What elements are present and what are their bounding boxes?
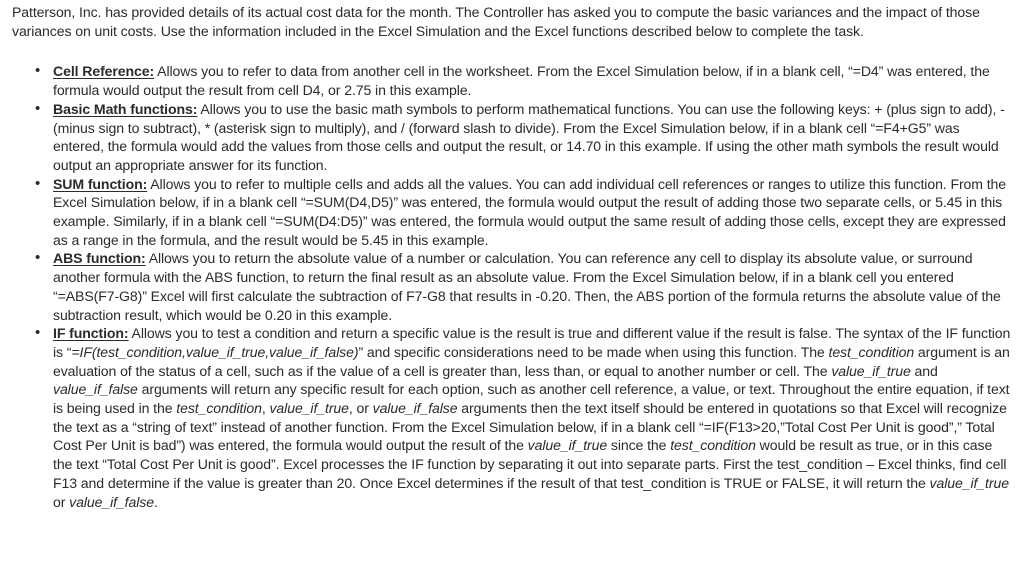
if-arg-value-if-true: value_if_true <box>929 474 1009 491</box>
intro-paragraph: Patterson, Inc. has provided details of its actual cost data for the month. The Controller has asked you to compute the basic variances and the impact of those variances on unit costs. Use the information included in the Excel Simulation and the Excel functions described below to complete the task. <box>12 4 980 39</box>
description-abs-function: Allows you to return the absolute value of a number or calculation. You can reference any cell to display its absolute value, or surround another formula with the ABS function, to return the final result as an absolute value. From the Excel Simulation below, if in a blank cell you entered “=ABS(F7-G8)” Excel will first calculate the subtraction of F7-G8 that results in -0.20. Then, the ABS portion of the formula returns the absolute value of the subtraction result, which would be 0.20 in this example. <box>53 250 1001 323</box>
if-text: and <box>910 362 938 379</box>
if-text: arguments then the text itself should be entered in quotations so that Excel will recognize the text as a “string of text” instead of another function. From the Excel Simulation below, if in a blank cell “=IF(F13>20,”Total Cost Per Unit is good”,” Total Cost Per Unit is bad”) was entered, the formula would output the result of the <box>53 400 1007 454</box>
if-text: argument is an evaluation of the status of a cell, such as if the value of a cell is greater than, less than, or equal to another number or cell. The <box>53 343 1010 379</box>
if-arg-test-condition: test_condition <box>670 437 756 454</box>
description-cell-reference: Allows you to refer to data from another cell in the worksheet. From the Excel Simulation below, if in a blank cell, “=D4” was entered, the formula would output the result from cell D4, or 2.75 in this example. <box>53 63 990 99</box>
if-arg-value-if-false: value_if_false <box>372 400 458 417</box>
if-arg-value-if-false: value_if_false <box>69 493 154 510</box>
if-arg-test-condition: test_condition <box>828 343 915 360</box>
if-text: would be result as true, or in this case the text “Total Cost Per Unit is good”. Excel processes the IF function by separating it out into separate parts. First the test_condition – Excel thinks, find cell F13 and determine if the value is greater than 20. Once Excel determines if the result of that test_condition is TRUE or FALSE, it will return the <box>53 437 1007 491</box>
if-text: , or <box>348 400 373 417</box>
if-arg-value-if-true: value_if_true <box>269 400 349 417</box>
if-text: arguments will return any specific result for each option, such as another cell reference, a value, or text. Throughout the entire equation, if text is being used in the <box>53 381 1010 417</box>
term-abs-function: ABS function: <box>53 250 146 267</box>
if-arg-value-if-true: value_if_true <box>527 437 608 454</box>
if-arg-value-if-true: value_if_true <box>831 362 911 379</box>
bullet-icon: • <box>35 99 41 117</box>
list-item-sum-function <box>35 174 1012 250</box>
description-sum-function: Allows you to refer to multiple cells and adds all the values. You can add individual cell references or ranges to utilize this function. From the Excel Simulation below, if in a blank cell “=SUM(D4,D5)” was entered, the formula would output the result of adding those two separate cells, or 5.45 in this example. Similarly, if in a blank cell “=SUM(D4:D5)” was entered, the formula would output the same result of adding those cells, except they are expressed as a range in the formula, and the result would be 5.45 in this example. <box>53 175 1007 248</box>
term-basic-math: Basic Math functions: <box>53 100 198 117</box>
term-sum-function: SUM function: <box>53 175 148 192</box>
list-item-cell-reference <box>35 62 1012 99</box>
bullet-icon: • <box>35 62 41 80</box>
list-item-basic-math <box>35 99 1012 175</box>
bullet-icon: • <box>35 249 41 267</box>
if-arg-value-if-false: value_if_false <box>53 381 138 398</box>
bullet-icon: • <box>35 174 41 192</box>
excel-functions-list <box>12 62 1012 511</box>
term-if-function: IF function: <box>53 325 129 342</box>
if-syntax: =IF(test_condition,value_if_true,value_if_false) <box>71 343 359 360</box>
description-basic-math: Allows you to use the basic math symbols to perform mathematical functions. You can use the following keys: + (plus sign to add), - (minus sign to subtract), * (asterisk sign to multiply), and / (forward slash to divide). From the Excel Simulation below, if in a blank cell “=F4+G5” was entered, the formula would add the values from those cells and output the result, or 14.70 in this example. If using the other math symbols the result would output an appropriate answer for its function. <box>53 100 1005 173</box>
if-text: ” and specific considerations need to be made when using this function. The <box>358 343 829 360</box>
list-item-if-function <box>35 324 1012 511</box>
if-arg-test-condition: test_condition <box>176 400 262 417</box>
if-text: since the <box>607 437 671 454</box>
if-text: . <box>153 493 158 510</box>
if-text: , <box>261 400 270 417</box>
term-cell-reference: Cell Reference: <box>53 63 155 80</box>
bullet-icon: • <box>35 324 41 342</box>
list-item-abs-function <box>35 249 1012 324</box>
if-text: Allows you to test a condition and return a specific value is the result is true and different value if the result is false. The syntax of the IF function is “ <box>53 325 1011 360</box>
if-text: or <box>53 493 70 510</box>
